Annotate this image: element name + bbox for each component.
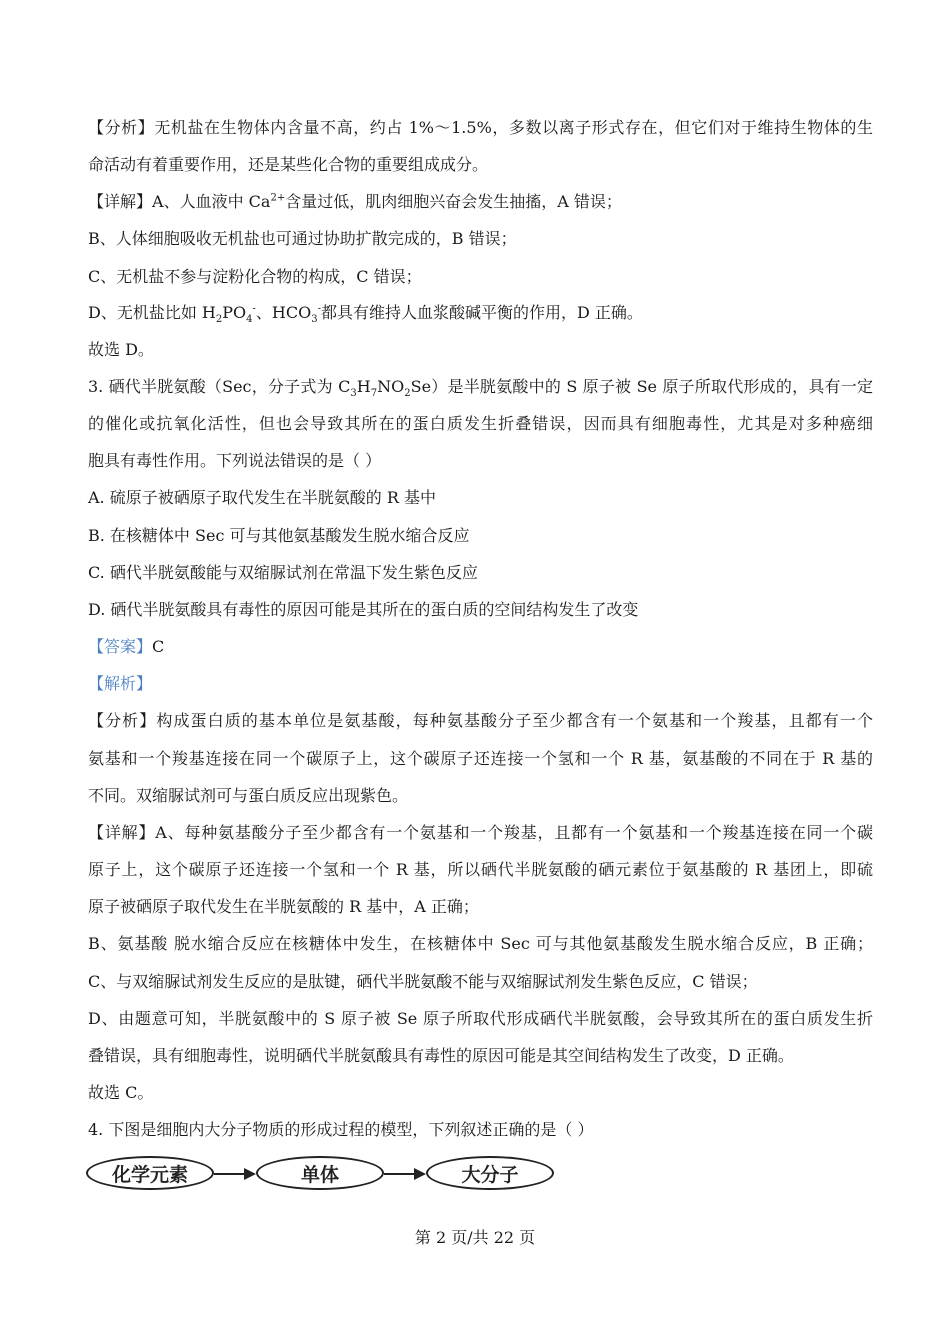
choose-d: 故选 D。: [88, 340, 154, 359]
q3-detail-line-5: C、与双缩脲试剂发生反应的是肽键，硒代半胱氨酸不能与双缩脲试剂发生紫色反应，C 错误；: [88, 972, 758, 991]
detail-line-a: 【详解】A、人血液中 $Ca^{2+}$含量过低，肌肉细胞兴奋会发生抽搐，A 错误；: [88, 192, 622, 211]
formation-diagram: [86, 1156, 556, 1196]
option-a: A. 硫原子被硒原子取代发生在半胱氨酸的 R 基中: [88, 488, 436, 507]
q3-detail-line-1: 【详解】A、每种氨基酸分子至少都含有一个氨基和一个羧基，且都有一个氨基和一个羧基连接在同一个碳: [88, 823, 873, 842]
answer-tag: 【答案】: [88, 637, 153, 656]
page-footer: 第 2 页/共 22 页: [414, 1228, 536, 1247]
option-c: C. 硒代半胱氨酸能与双缩脲试剂在常温下发生紫色反应: [88, 563, 478, 582]
question-4-line-1: 4. 下图是细胞内大分子物质的形成过程的模型，下列叙述正确的是（ ）: [88, 1120, 594, 1139]
answer-line: [88, 637, 873, 657]
node-macromolecule: 大分子: [426, 1156, 554, 1190]
analysis-line-2: 命活动有着重要作用，还是某些化合物的重要组成成分。: [88, 155, 489, 174]
q3-detail-line-7: 叠错误，具有细胞毒性，说明硒代半胱氨酸具有毒性的原因可能是其空间结构发生了改变，D 正确。: [88, 1046, 794, 1065]
question-3-line-2: 的催化或抗氧化活性，但也会导致其所在的蛋白质发生折叠错误，因而具有细胞毒性，尤其是对多种癌细: [88, 414, 873, 433]
option-d: D. 硒代半胱氨酸具有毒性的原因可能是其所在的蛋白质的空间结构发生了改变: [88, 600, 639, 619]
detail-tag: 【详解】: [88, 192, 153, 211]
choose-c: 故选 C。: [88, 1083, 154, 1102]
q3-detail-line-3: 原子被硒原子取代发生在半胱氨酸的 R 基中，A 正确；: [88, 897, 479, 916]
node-monomer: 单体: [256, 1156, 384, 1190]
explanation-tag: 【解析】: [88, 674, 153, 693]
analysis-tag: 【分析】: [88, 118, 155, 137]
question-3-line-1: 3. 硒代半胱氨酸（Sec，分子式为 $C_3H_7NO_2Se$）是半胱氨酸中的 S 原子被 Se 原子所取代形成的，具有一定: [88, 377, 873, 400]
q3-detail-line-4: B、氨基酸 脱水缩合反应在核糖体中发生，在核糖体中 Sec 可与其他氨基酸发生脱水缩合反应，B 正确；: [88, 934, 873, 953]
question-3-line-3: 胞具有毒性作用。下列说法错误的是（ ）: [88, 451, 382, 470]
answer-value: C: [152, 637, 165, 656]
q3-detail-tag: 【详解】: [88, 823, 156, 842]
q3-detail-line-6: D、由题意可知，半胱氨酸中的 S 原子被 Se 原子所取代形成硒代半胱氨酸，会导致其所在的蛋白质发生折: [88, 1009, 873, 1028]
detail-line-d: D、无机盐比如 $H_2PO_4^-$、$HCO_3^-$都具有维持人血浆酸碱平衡的作用，D 正确。: [88, 303, 643, 326]
q3-analysis-line-1: 【分析】构成蛋白质的基本单位是氨基酸，每种氨基酸分子至少都含有一个氨基和一个羧基，且都有一个: [88, 711, 873, 730]
analysis-line-1: 【分析】无机盐在生物体内含量不高，约占 1%～1.5%，多数以离子形式存在，但它们对于维持生物体的生: [88, 118, 873, 137]
node-chemical-elements: 化学元素: [86, 1156, 214, 1190]
arrow-icon: [214, 1164, 256, 1184]
q3-detail-line-2: 原子上，这个碳原子还连接一个氢和一个 R 基，所以硒代半胱氨酸的硒元素位于氨基酸的 R 基团上，即硫: [88, 860, 873, 879]
detail-line-b: B、人体细胞吸收无机盐也可通过协助扩散完成的，B 错误；: [88, 229, 517, 248]
arrow-icon: [384, 1164, 426, 1184]
option-b: B. 在核糖体中 Sec 可与其他氨基酸发生脱水缩合反应: [88, 526, 470, 545]
q3-analysis-line-3: 不同。双缩脲试剂可与蛋白质反应出现紫色。: [88, 786, 409, 805]
q3-analysis-tag: 【分析】: [88, 711, 157, 730]
detail-line-c: C、无机盐不参与淀粉化合物的构成，C 错误；: [88, 267, 422, 286]
q3-analysis-line-2: 氨基和一个羧基连接在同一个碳原子上，这个碳原子还连接一个氢和一个 R 基，氨基酸的不同在于 R 基的: [88, 749, 873, 768]
